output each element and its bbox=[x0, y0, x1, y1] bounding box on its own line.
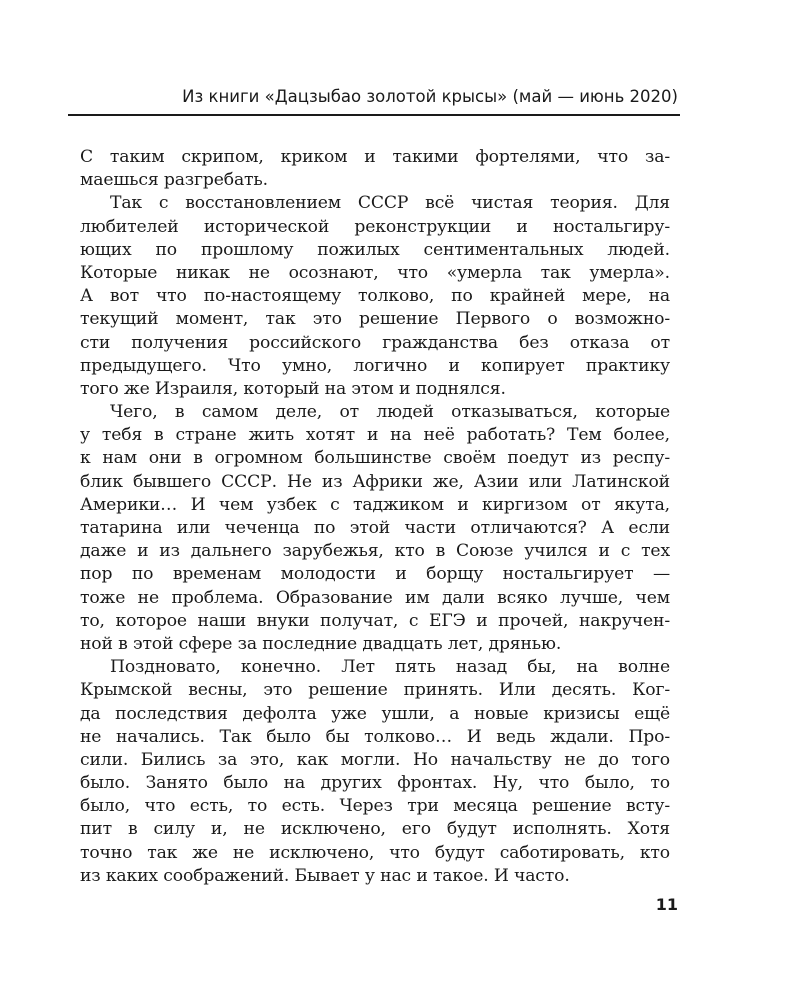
page-number: 11 bbox=[655, 895, 678, 914]
text-line: Америки… И чем узбек с таджиком и киргизом от якута, bbox=[80, 494, 670, 515]
text-line: А вот что по-настоящему толково, по крайней мере, на bbox=[80, 286, 670, 307]
text-line: было. Занято было на других фронтах. Ну, что было, то bbox=[80, 773, 670, 794]
text-line: ной в этой сфере за последние двадцать лет, дрянью. bbox=[80, 633, 562, 654]
text-line: С таким скрипом, криком и такими фортелями, что за- bbox=[80, 147, 670, 167]
paragraph bbox=[80, 146, 670, 192]
body-text bbox=[80, 146, 670, 888]
text-line: пит в силу и, не исключено, его будут исполнять. Хотя bbox=[80, 819, 670, 840]
text-line: татарина или чеченца по этой части отличаются? А если bbox=[80, 518, 670, 538]
text-line: тоже не проблема. Образование им дали всяко лучше, чем bbox=[80, 587, 670, 608]
text-line: Поздновато, конечно. Лет пять назад бы, на волне bbox=[110, 657, 670, 678]
text-line: ющих по прошлому пожилых сентиментальных людей. bbox=[80, 239, 670, 260]
text-line: не начались. Так было бы толково… И ведь ждали. Про- bbox=[80, 726, 670, 747]
text-line: того же Израиля, который на этом и поднялся. bbox=[80, 378, 506, 399]
paragraph bbox=[80, 192, 670, 401]
text-line: Которые никак не осознают, что «умерла так умерла». bbox=[80, 262, 670, 283]
text-line: из каких соображений. Бывает у нас и такое. И часто. bbox=[80, 865, 570, 886]
text-line: сти получения российского гражданства без отказа от bbox=[80, 332, 670, 353]
text-line: даже и из дальнего зарубежья, кто в Союзе учился и с тех bbox=[80, 541, 670, 562]
text-line: было, что есть, то есть. Через три месяца решение всту- bbox=[80, 796, 670, 817]
text-line: к нам они в огромном большинстве своём поедут из респу- bbox=[80, 448, 670, 469]
text-line: любителей исторической реконструкции и ностальгиру- bbox=[80, 216, 670, 237]
text-line: у тебя в стране жить хотят и на неё работать? Тем более, bbox=[80, 425, 670, 446]
text-line: маешься разгребать. bbox=[80, 170, 268, 191]
header-rule bbox=[68, 114, 680, 116]
text-line: Так с восстановлением СССР всё чистая теория. Для bbox=[110, 193, 670, 214]
text-line: предыдущего. Что умно, логично и копирует практику bbox=[80, 355, 670, 376]
text-line: сили. Бились за это, как могли. Но начальству не до того bbox=[80, 749, 670, 770]
paragraph bbox=[80, 656, 670, 888]
running-head: Из книги «Дацзыбао золотой крысы» (май — июнь 2020) bbox=[182, 87, 678, 106]
text-line: Крымской весны, это решение принять. Или десять. Ког- bbox=[80, 680, 670, 701]
text-line: Чего, в самом деле, от людей отказываться, которые bbox=[110, 402, 670, 423]
text-line: текущий момент, так это решение Первого о возможно- bbox=[80, 309, 670, 330]
text-line: блик бывшего СССР. Не из Африки же, Азии или Латинской bbox=[80, 471, 670, 492]
text-line: да последствия дефолта уже ушли, а новые кризисы ещё bbox=[80, 703, 670, 724]
paragraph bbox=[80, 401, 670, 656]
text-line: точно так же не исключено, что будут саботировать, кто bbox=[80, 842, 670, 863]
text-line: то, которое наши внуки получат, с ЕГЭ и прочей, накручен- bbox=[80, 610, 670, 631]
text-line: пор по временам молодости и борщу ностальгирует — bbox=[80, 564, 670, 585]
